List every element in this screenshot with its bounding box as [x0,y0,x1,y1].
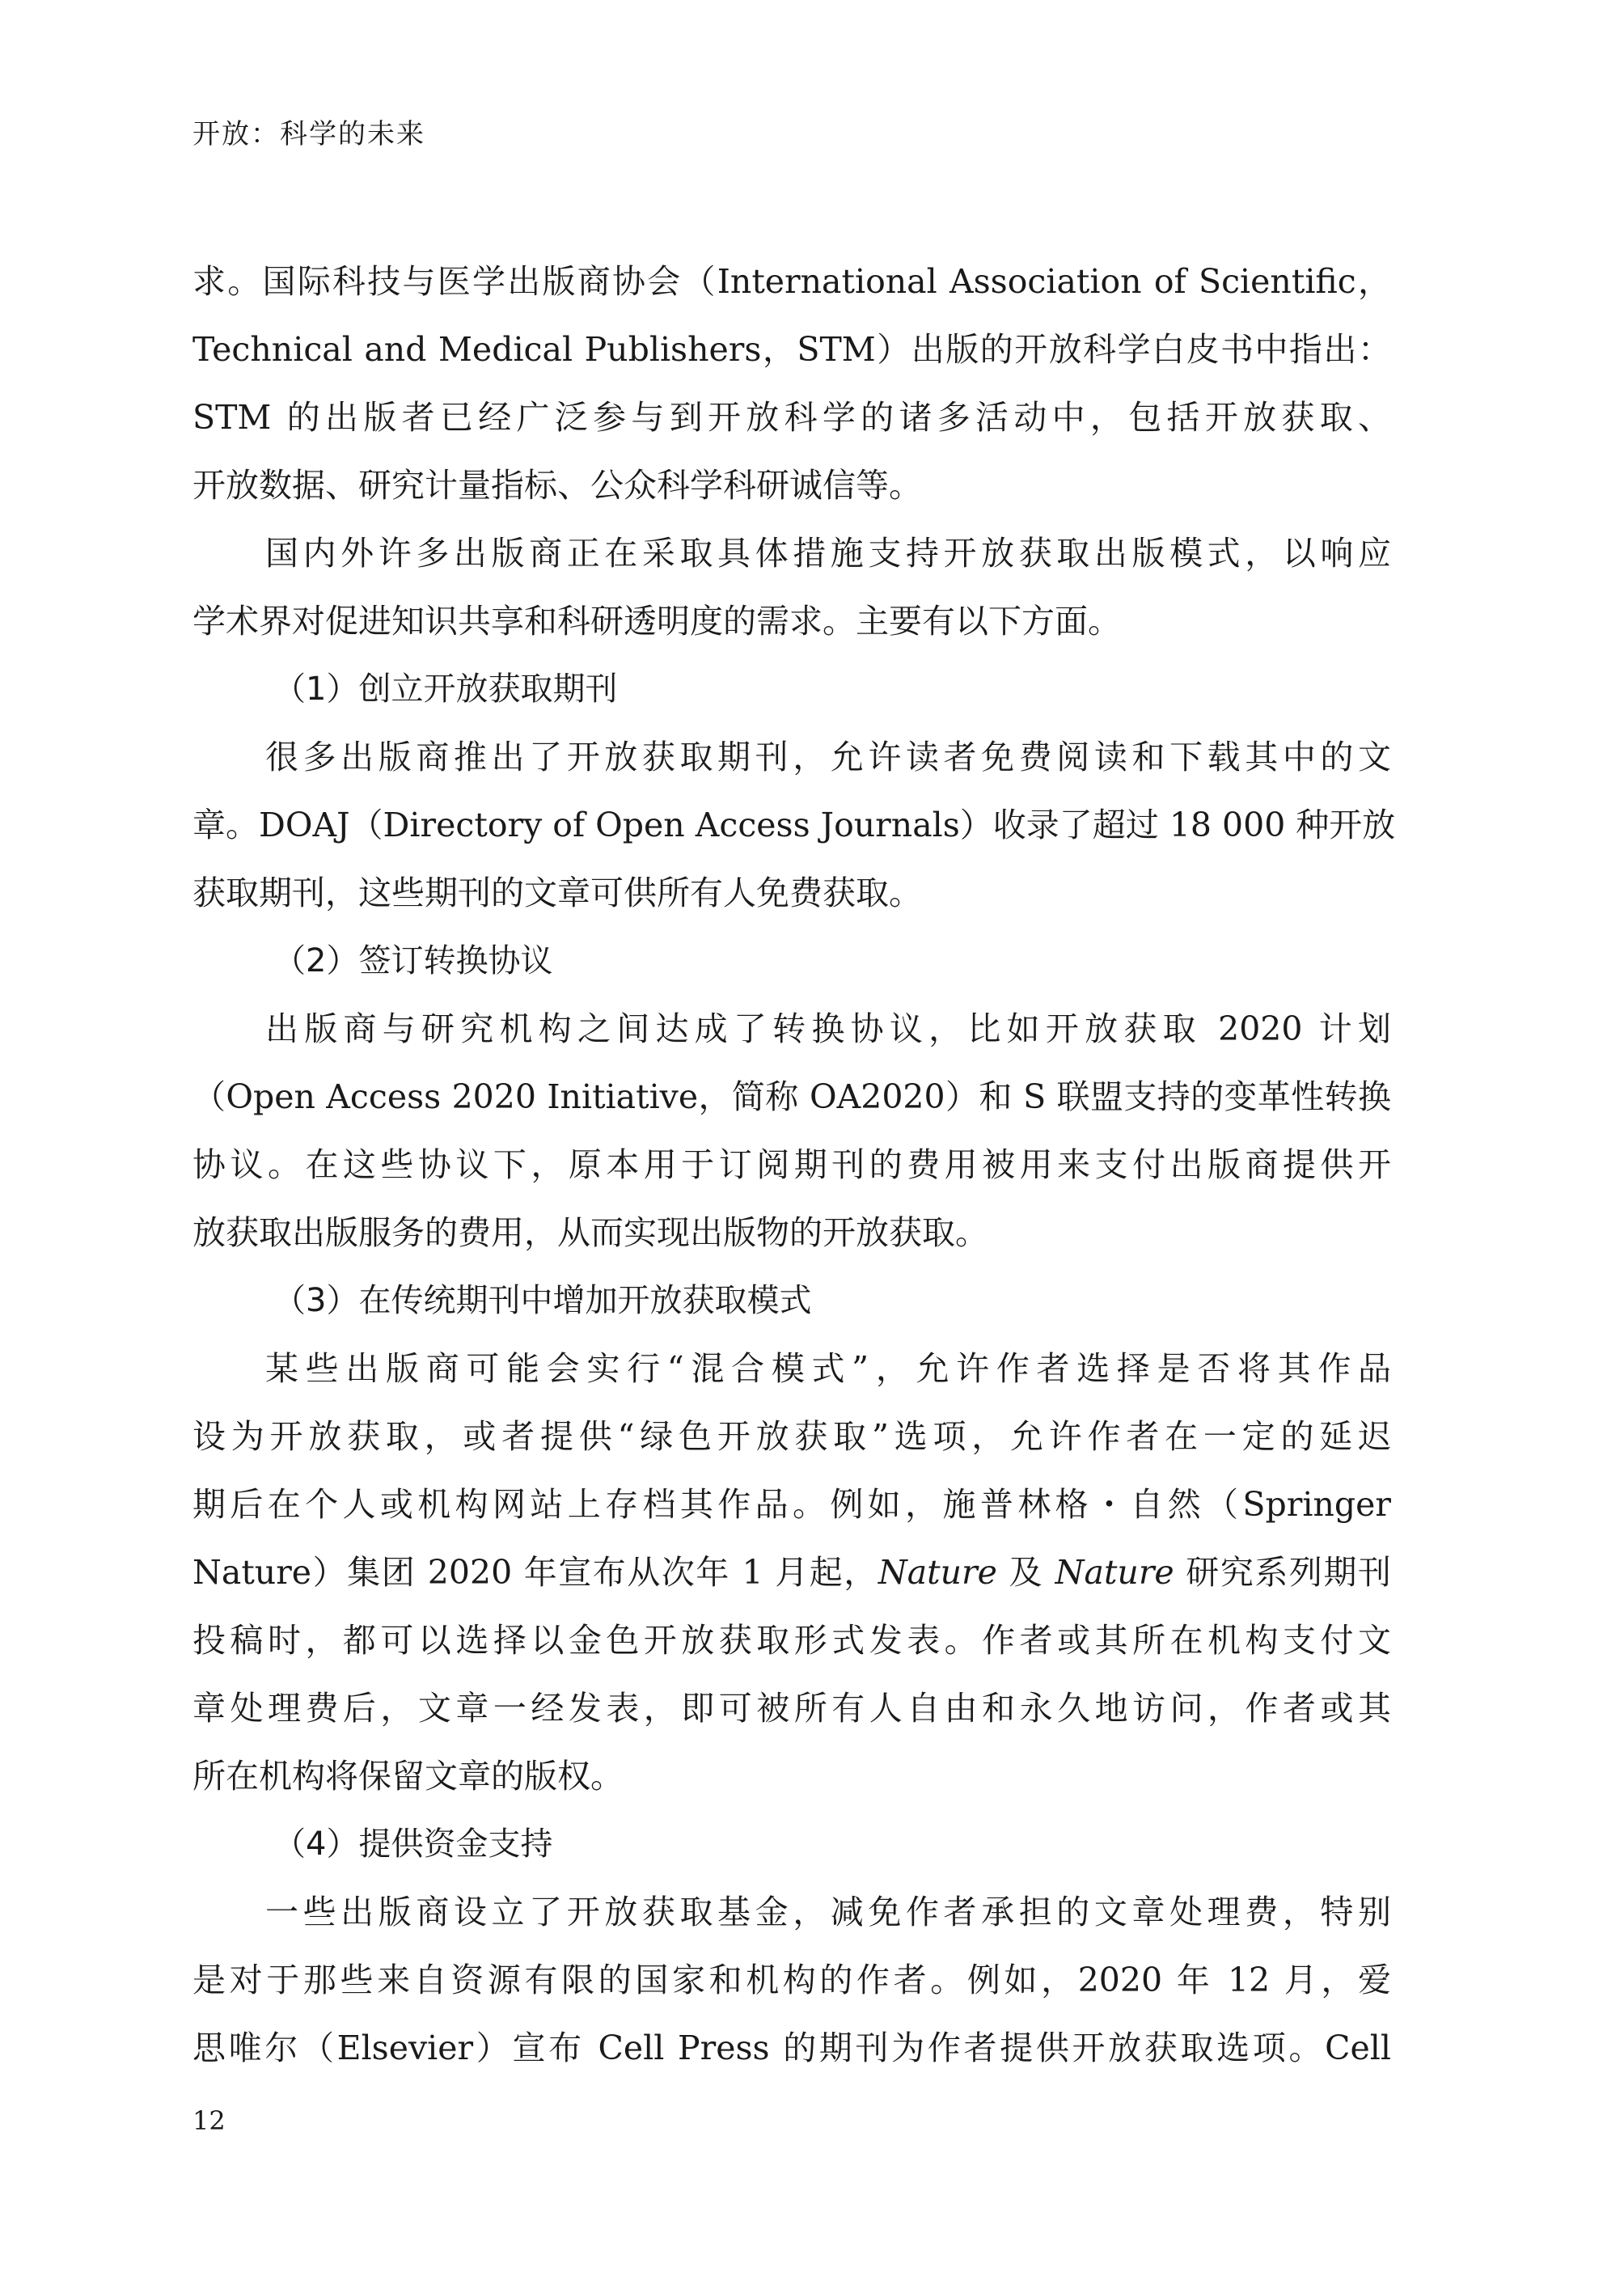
text-line: 思唯尔（Elsevier）宣布 Cell Press 的期刊为作者提供开放获取选项。Cell [192,2029,1391,2067]
text-line: 是对于那些来自资源有限的国家和机构的作者。例如，2020 年 12 月，爱 [192,1961,1391,1999]
text-line: 求。国际科技与医学出版商协会（International Association of Scientific， [192,262,1391,301]
section-heading: （4）提供资金支持 [273,1826,553,1863]
section-heading: （2）签订转换协议 [273,942,553,979]
body-text [192,247,1396,2082]
text-run: 研究系列期刊 [1174,1553,1391,1592]
text-line: 章。DOAJ（Directory of Open Access Journals）收录了超过 18 000 种开放 [192,806,1396,844]
text-line: 一些出版商设立了开放获取基金，减免作者承担的文章处理费，特别 [265,1893,1391,1931]
text-line [192,1538,1391,1606]
text-line: 获取期刊，这些期刊的文章可供所有人免费获取。 [192,874,922,912]
text-line: 出版商与研究机构之间达成了转换协议，比如开放获取 2020 计划 [265,1009,1391,1048]
text-line: STM 的出版者已经广泛参与到开放科学的诸多活动中，包括开放获取、 [192,398,1391,437]
text-line: 国内外许多出版商正在采取具体措施支持开放获取出版模式，以响应 [265,534,1391,573]
running-header: 开放：科学的未来 [192,118,425,150]
text-line: 很多出版商推出了开放获取期刊，允许读者免费阅读和下载其中的文 [265,738,1391,776]
text-line: 投稿时，都可以选择以金色开放获取形式发表。作者或其所在机构支付文 [192,1621,1391,1660]
text-line: 开放数据、研究计量指标、公众科学科研诚信等。 [192,466,922,505]
text-line: 学术界对促进知识共享和科研透明度的需求。主要有以下方面。 [192,602,1121,641]
text-line: 设为开放获取，或者提供“绿色开放获取”选项，允许作者在一定的延迟 [192,1417,1391,1456]
text-line: 章处理费后，文章一经发表，即可被所有人自由和永久地访问，作者或其 [192,1689,1391,1728]
page-number: 12 [192,2105,226,2136]
text-run: Nature）集团 2020 年宣布从次年 1 月起， [192,1553,878,1592]
text-line: （Open Access 2020 Initiative，简称 OA2020）和 S 联盟支持的变革性转换 [192,1077,1391,1116]
text-line: 期后在个人或机构网站上存档其作品。例如，施普林格・自然（Springer [192,1485,1391,1524]
section-heading: （1）创立开放获取期刊 [273,671,618,708]
text-line: 放获取出版服务的费用，从而实现出版物的开放获取。 [192,1213,988,1252]
section-heading: （3）在传统期刊中增加开放获取模式 [273,1282,812,1319]
text-line: 某些出版商可能会实行“混合模式”，允许作者选择是否将其作品 [265,1349,1391,1388]
journal-title-italic: Nature [1055,1553,1174,1592]
text-run: 及 [996,1553,1055,1592]
journal-title-italic: Nature [878,1553,997,1592]
text-line: 所在机构将保留文章的版权。 [192,1757,624,1796]
text-line: 协议。在这些协议下，原本用于订阅期刊的费用被用来支付出版商提供开 [192,1145,1391,1184]
text-line: Technical and Medical Publishers，STM）出版的开放科学白皮书中指出： [192,330,1391,369]
